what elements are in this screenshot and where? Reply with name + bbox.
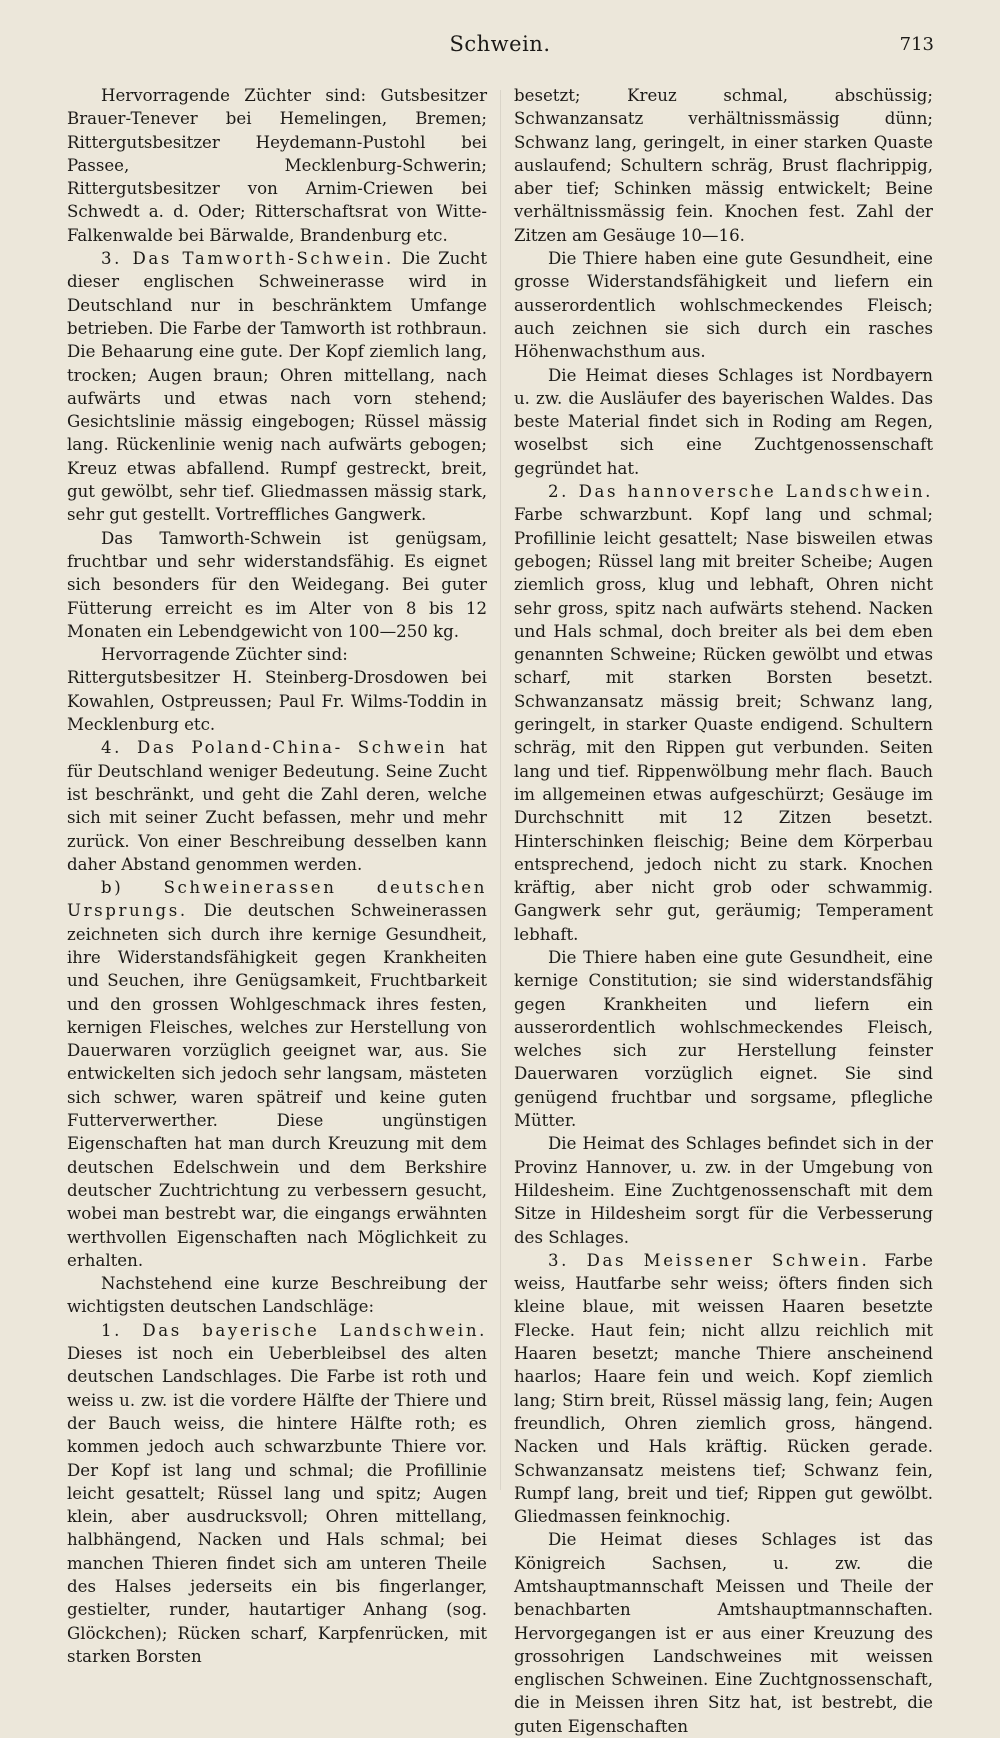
paragraph-text: Die Heimat dieses Schlages ist das Königreich Sachsen, u. zw. die Amtshauptmannschaft Meissen und Theile der benachbarten Amtshauptmannschaften. Hervorgegangen ist er aus einer Kreuzung des grossohrigen Landschweines mit weissen englischen Schweinen. Eine Zuchtgnossenschaft, die in Meissen ihren Sitz hat, ist bestrebt, die guten Eigenschaften <box>514 1530 933 1736</box>
paragraph <box>67 1319 487 1668</box>
column-gutter <box>500 90 501 1490</box>
paragraph-text: Nachstehend eine kurze Beschreibung der wichtigsten deutschen Landschläge: <box>67 1274 487 1317</box>
paragraph-text: Hervorragende Züchter sind: <box>101 645 348 665</box>
section-heading: 3. Das Tamworth-Schwein. <box>101 249 394 269</box>
paragraph-text: Die deutschen Schweinerassen zeichneten sich durch ihre kernige Gesundheit, ihre Widerstandsfähigkeit gegen Krankheiten und Seuchen, ihre Genügsamkeit, Fruchtbarkeit und den grossen Wohlgeschmack ihres festen, kernigen Fleisches, welches zur Herstellung von Dauerwaren vorzüglich geeignet war, aus. Sie entwickelten sich jedoch sehr langsam, mästeten sich schwer, waren spätreif und keine guten Futterverwerther. Diese ungünstigen Eigenschaften hat man durch Kreuzung mit dem deutschen Edelschwein und dem Berkshire deutscher Zuchtrichtung zu verbessern gesucht, wobei man bestrebt war, die eingangs erwähnten werthvollen Eigenschaften nach Möglichkeit zu erhalten. <box>67 901 487 1270</box>
paragraph <box>514 946 933 1132</box>
paragraph-text: Die Zucht dieser englischen Schweinerasse wird in Deutschland nur in beschränktem Umfange betrieben. Die Farbe der Tamworth ist rothbraun. Die Behaarung eine gute. Der Kopf ziemlich lang, trocken; Augen braun; Ohren mittellang, nach aufwärts und etwas nach vorn stehend; Gesichtslinie mässig eingebogen; Rüssel mässig lang. Rückenlinie wenig nach aufwärts gebogen; Kreuz etwas abfallend. Rumpf gestreckt, breit, gut gewölbt, sehr tief. Gliedmassen mässig stark, sehr gut gestellt. Vortreffliches Gangwerk. <box>67 249 487 525</box>
right-column <box>514 84 933 1738</box>
left-column <box>67 84 487 1668</box>
paragraph <box>514 364 933 480</box>
paragraph <box>67 84 487 247</box>
section-heading: 4. Das Poland-China- Schwein <box>101 738 448 758</box>
paragraph-text: Die Heimat des Schlages befindet sich in der Provinz Hannover, u. zw. in der Umgebung von Hildesheim. Eine Zuchtgenossenschaft mit dem Sitze in Hildesheim sorgt für die Verbesserung des Schlages. <box>514 1134 933 1247</box>
paragraph <box>514 1249 933 1529</box>
paragraph <box>67 247 487 527</box>
paragraph <box>514 84 933 247</box>
paragraph <box>514 1132 933 1248</box>
paragraph-text: Farbe weiss, Hautfarbe sehr weiss; öfters finden sich kleine blaue, mit weissen Haaren besetzte Flecke. Haut fein; nicht allzu reichlich mit Haaren besetzt; manche Thiere anscheinend haarlos; Haare fein und weich. Kopf ziemlich lang; Stirn breit, Rüssel mässig lang, fein; Augen freundlich, Ohren ziemlich gross, hängend. Nacken und Hals kräftig. Rücken gerade. Schwanzansatz meistens tief; Schwanz fein, Rumpf lang, breit und tief; Rippen gut gewölbt. Gliedmassen feinknochig. <box>514 1250 933 1527</box>
paragraph <box>514 247 933 363</box>
running-head <box>0 30 1000 64</box>
paragraph-text: Die Heimat dieses Schlages ist Nordbayern u. zw. die Ausläufer des bayerischen Waldes. Das beste Material findet sich in Roding am Regen, woselbst sich eine Zuchtgenossenschaft gegründet hat. <box>514 365 933 478</box>
paragraph <box>67 527 487 643</box>
paragraph-text: Farbe schwarzbunt. Kopf lang und schmal; Profillinie leicht gesattelt; Nase bisweilen etwas gebogen; Rüssel lang mit breiter Scheibe; Augen ziemlich gross, klug und lebhaft, Ohren nicht sehr gross, spitz nach aufwärts stehend. Nacken und Hals schmal, doch breiter als bei dem eben genannten Schweine; Rücken gewölbt und etwas scharf, mit starken Borsten besetzt. Schwanzansatz mässig breit; Schwanz lang, geringelt, in starker Quaste endigend. Schultern schräg, mit den Rippen gut verbunden. Seiten lang und tief. Rippenwölbung mehr flach. Bauch im allgemeinen etwas aufgeschürzt; Gesäuge im Durchschnitt mit 12 Zitzen besetzt. Hinterschinken fleischig; Beine dem Körperbau entsprechend, jedoch nicht zu stark. Knochen kräftig, aber nicht grob oder schwammig. Gangwerk sehr gut, geräumig; Temperament lebhaft. <box>514 505 933 944</box>
paragraph-text: hat für Deutschland weniger Bedeutung. Seine Zucht ist beschränkt, und geht die Zahl deren, welche sich mit seiner Zucht befassen, mehr und mehr zurück. Von einer Beschreibung desselben kann daher Abstand genommen werden. <box>67 738 487 874</box>
paragraph <box>67 876 487 1272</box>
paragraph <box>514 1528 933 1738</box>
paragraph <box>67 666 487 736</box>
section-heading: b) Schweinerassen deutschen Ursprungs. <box>67 878 487 921</box>
paragraph-text: Die Thiere haben eine gute Gesundheit, eine kernige Constitution; sie sind widerstandsfähig gegen Krankheiten und liefern ein ausserordentlich wohlschmeckendes Fleisch, welches sich zur Herstellung feinster Dauerwaren vorzüglich eignet. Sie sind genügend fruchtbar und sorgsame, pflegliche Mütter. <box>514 947 933 1131</box>
paragraph-text: Dieses ist noch ein Ueberbleibsel des alten deutschen Landschlages. Die Farbe ist roth und weiss u. zw. ist die vordere Hälfte der Thiere und der Bauch weiss, die hintere Hälfte roth; es kommen jedoch auch schwarzbunte Thiere vor. Der Kopf ist lang und schmal; die Profillinie leicht gesattelt; Rüssel lang und spitz; Augen klein, aber ausdrucksvoll; Ohren mittellang, halbhängend, Nacken und Hals schmal; bei manchen Thieren findet sich am unteren Theile des Halses jederseits ein bis fingerlanger, gestielter, runder, hautartiger Anhang (sog. Glöckchen); Rücken scharf, Karpfenrücken, mit starken Borsten <box>67 1344 487 1666</box>
paragraph-text: Das Tamworth-Schwein ist genügsam, fruchtbar und sehr widerstandsfähig. Es eignet sich besonders für den Weidegang. Bei guter Fütterung erreicht es im Alter von 8 bis 12 Monaten ein Lebendgewicht von 100—250 kg. <box>67 528 487 641</box>
paragraph-text: Rittergutsbesitzer H. Steinberg-Drosdowen bei Kowahlen, Ostpreussen; Paul Fr. Wilms-Toddin in Mecklenburg etc. <box>67 668 487 735</box>
section-heading: 3. Das Meissener Schwein. <box>548 1250 870 1270</box>
section-heading: 1. Das bayerische Landschwein. <box>101 1320 487 1340</box>
running-title: Schwein. <box>449 32 551 56</box>
page-number: 713 <box>899 34 934 55</box>
paragraph <box>67 736 487 876</box>
paragraph <box>67 1272 487 1319</box>
paragraph <box>514 480 933 946</box>
paragraph-text: Hervorragende Züchter sind: Gutsbesitzer Brauer-Tenever bei Hemelingen, Bremen; Rittergutsbesitzer Heydemann-Pustohl bei Passee, Mecklenburg-Schwerin; Rittergutsbesitzer von Arnim-Criewen bei Schwedt a. d. Oder; Ritterschaftsrat von Witte-Falkenwalde bei Bärwalde, Brandenburg etc. <box>67 86 487 245</box>
paragraph-text: besetzt; Kreuz schmal, abschüssig; Schwanzansatz verhältnissmässig dünn; Schwanz lang, geringelt, in einer starken Quaste auslaufend; Schultern schräg, Brust flachrippig, aber tief; Schinken mässig entwickelt; Beine verhältnissmässig fein. Knochen fest. Zahl der Zitzen am Gesäuge 10—16. <box>514 86 933 245</box>
paragraph-text: Die Thiere haben eine gute Gesundheit, eine grosse Widerstandsfähigkeit und liefern ein ausserordentlich wohlschmeckendes Fleisch; auch zeichnen sie sich durch ein rasches Höhenwachsthum aus. <box>514 249 933 362</box>
paragraph <box>67 643 487 666</box>
section-heading: 2. Das hannoversche Landschwein. <box>548 482 933 502</box>
